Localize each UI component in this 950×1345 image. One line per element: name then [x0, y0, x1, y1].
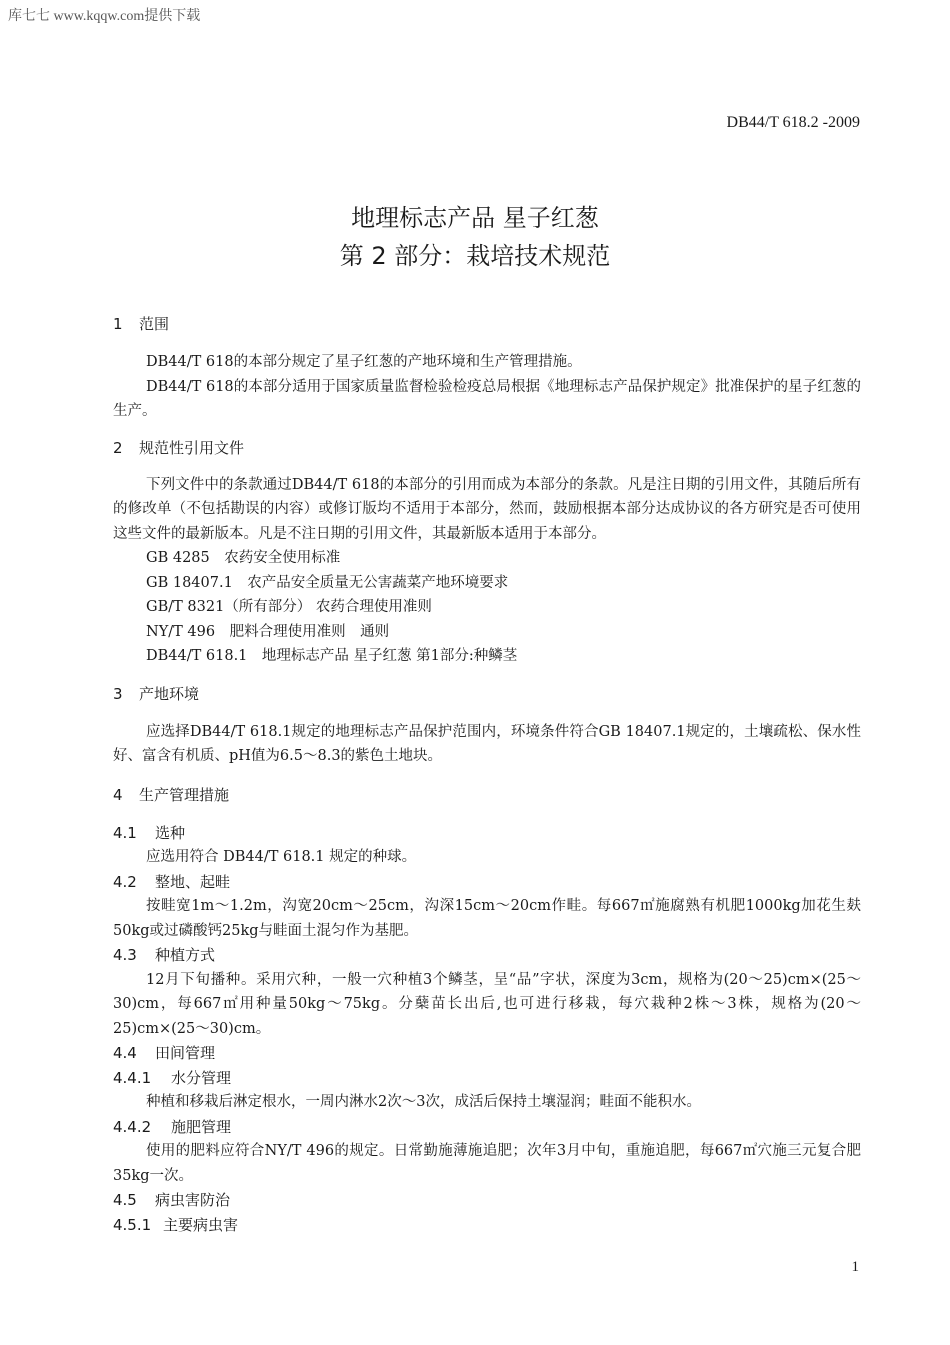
page-number: 1 — [851, 1259, 859, 1275]
paragraph: 使用的肥料应符合NY/T 496的规定。日常勤施薄施追肥；次年3月中旬，重施追肥，每667㎡穴施三元复合肥35kg一次。 — [113, 1143, 861, 1184]
section-4-heading — [113, 783, 861, 807]
section-number: 1 — [113, 315, 123, 333]
paragraph: 按畦宽1m～1.2m，沟宽20cm～25cm，沟深15cm～20cm作畦。每667㎡施腐熟有机肥1000kg加花生麸50kg或过磷酸钙25kg与畦面土混匀作为基肥。 — [113, 898, 861, 939]
reference-item: DB44/T 618.1 地理标志产品 星子红葱 第1部分:种鳞茎 — [146, 648, 518, 664]
paragraph: 12月下旬播种。采用穴种，一般一穴种植3个鳞茎，呈“品”字状，深度为3cm，规格为(20～25)cm×(25～30)cm，每667㎡用种量50kg～75kg。分蘖苗长出后,也可进行移栽，每穴栽种2株～3株，规格为(20～25)cm×(25～30)cm。 — [113, 971, 861, 1037]
subsection-4-3-heading: 4.3 种植方式 — [113, 946, 216, 964]
reference-item: GB 18407.1 农产品安全质量无公害蔬菜产地环境要求 — [146, 574, 509, 591]
paragraph: 种植和移栽后淋定根水，一周内淋水2次～3次，成活后保持土壤湿润；畦面不能积水。 — [146, 1094, 701, 1110]
document-title-line2: 第 2 部分：栽培技术规范 — [339, 242, 611, 270]
subsection-4-1-heading: 4.1 选种 — [113, 823, 186, 842]
paragraph: 应选择DB44/T 618.1规定的地理标志产品保护范围内，环境条件符合GB 18407.1规定的，土壤疏松、保水性好、富含有机质、pH值为6.5～8.3的紫色土地块。 — [113, 723, 861, 764]
subsection-4-2-heading: 4.2 整地、起畦 — [113, 872, 231, 891]
document-code: DB44/T 618.2 -2009 — [726, 114, 860, 131]
section-3-heading — [113, 682, 861, 706]
section-number: 3 — [113, 684, 123, 703]
section-title: 范围 — [139, 315, 170, 333]
subsection-4-5-heading: 4.5 病虫害防治 — [113, 1191, 231, 1209]
section-title: 生产管理措施 — [139, 785, 230, 804]
subsection-4-4-1-heading: 4.4.1 水分管理 — [113, 1068, 232, 1087]
section-title: 产地环境 — [139, 684, 200, 703]
paragraph: 应选用符合 DB44/T 618.1 规定的种球。 — [146, 849, 417, 865]
paragraph: DB44/T 618的本部分适用于国家质量监督检验检疫总局根据《地理标志产品保护规定》批准保护的星子红葱的生产。 — [113, 378, 861, 419]
paragraph: 下列文件中的条款通过DB44/T 618的本部分的引用而成为本部分的条款。凡是注日期的引用文件，其随后所有的修改单（不包括勘误的内容）或修订版均不适用于本部分，然而，鼓励根据本部分达成协议的各方研究是否可使用这些文件的最新版本。凡是不注日期的引用文件，其最新版本适用于本部分。 — [113, 476, 861, 542]
document-title-line1: 地理标志产品 星子红葱 — [351, 204, 599, 232]
subsection-4-4-2-heading: 4.4.2 施肥管理 — [113, 1117, 232, 1136]
section-number: 2 — [113, 438, 123, 457]
section-2-heading — [113, 436, 861, 460]
section-number: 4 — [113, 785, 123, 804]
section-title: 规范性引用文件 — [139, 438, 245, 457]
watermark-text: 库七七 www.kqqw.com提供下载 — [8, 9, 201, 24]
subsection-4-5-1-heading: 4.5.1 主要病虫害 — [113, 1215, 239, 1234]
paragraph: DB44/T 618的本部分规定了星子红葱的产地环境和生产管理措施。 — [146, 354, 582, 370]
document-body — [113, 312, 861, 1237]
subsection-4-4-heading: 4.4 田间管理 — [113, 1044, 216, 1062]
reference-item: GB/T 8321（所有部分） 农药合理使用准则 — [146, 599, 432, 615]
section-1-heading — [113, 312, 861, 336]
reference-item: NY/T 496 肥料合理使用准则 通则 — [146, 623, 390, 640]
reference-item: GB 4285 农药安全使用标准 — [146, 550, 341, 566]
